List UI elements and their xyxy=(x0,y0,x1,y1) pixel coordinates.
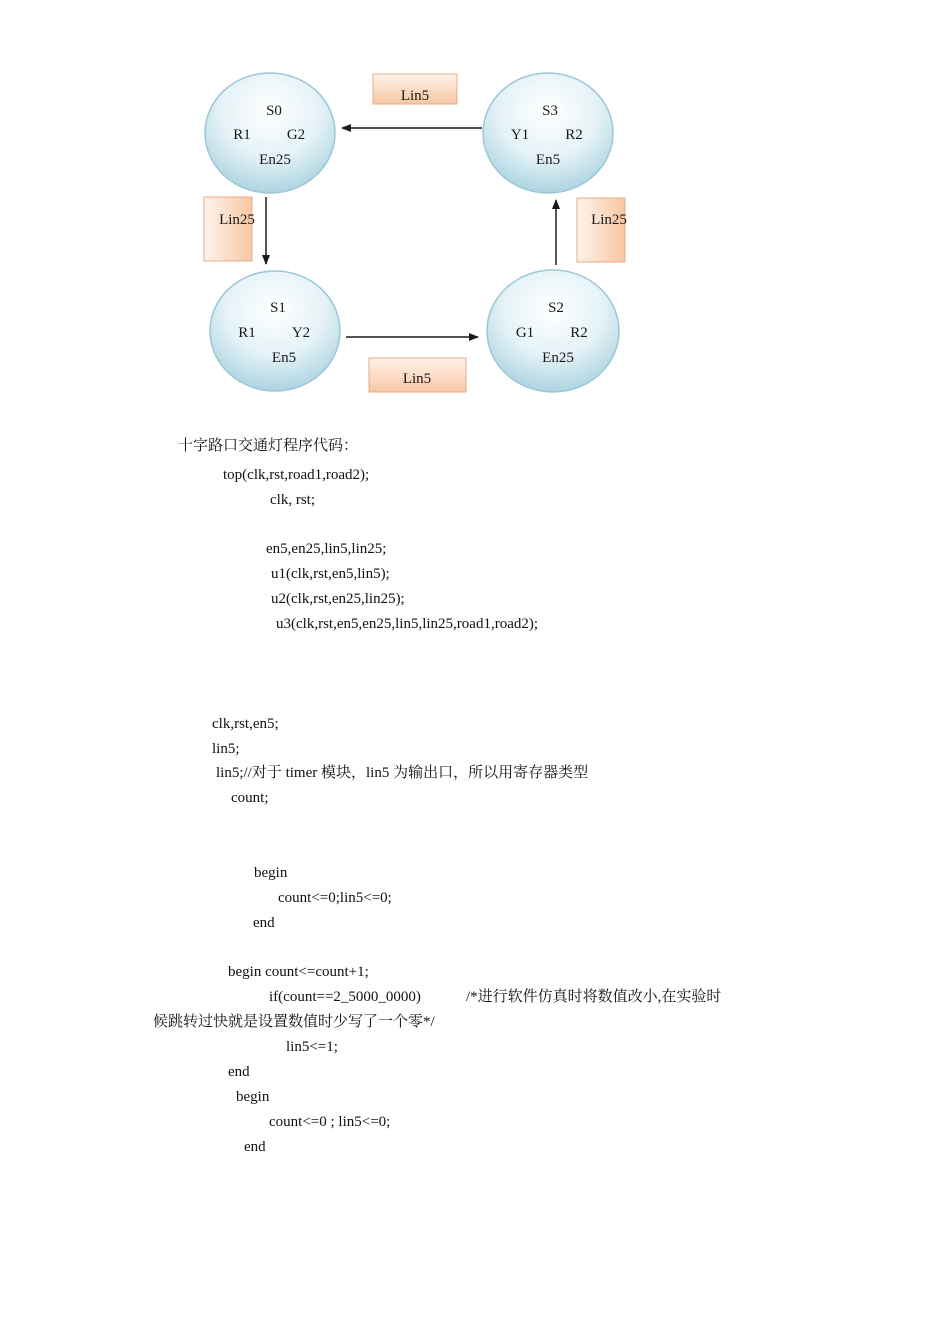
code-line: end xyxy=(228,1064,250,1080)
code-line: clk,rst,en5; xyxy=(212,716,279,732)
state-s1 xyxy=(210,271,340,391)
state-s2-bottom: En25 xyxy=(542,350,574,366)
state-s3-bottom: En5 xyxy=(535,152,561,168)
transition-s2-s3-label: Lin25 xyxy=(591,212,627,228)
state-s1-bottom: En5 xyxy=(271,350,297,366)
state-s3 xyxy=(483,73,613,193)
state-s1-name: S1 xyxy=(270,300,286,316)
state-s2-name: S2 xyxy=(548,300,564,316)
state-s1-left: R1 xyxy=(238,325,256,341)
code-line: count<=0;lin5<=0; xyxy=(278,890,392,906)
code-heading: 十字路口交通灯程序代码： xyxy=(178,438,359,454)
transition-s2-s3-label-box xyxy=(577,198,625,262)
state-s3-circle xyxy=(483,73,613,193)
transition-s3-s0 xyxy=(342,74,482,128)
code-line: u2(clk,rst,en25,lin25); xyxy=(271,591,405,607)
transition-s0-s1-label: Lin25 xyxy=(219,212,255,228)
code-line: lin5<=1; xyxy=(286,1039,338,1055)
code-line: end xyxy=(244,1139,266,1155)
code-line: count<=0 ; lin5<=0; xyxy=(269,1114,391,1130)
transition-s1-s2 xyxy=(346,337,478,392)
code-line: top(clk,rst,road1,road2); xyxy=(223,467,370,483)
state-s0-name: S0 xyxy=(266,103,282,119)
code-line: end xyxy=(253,915,275,931)
state-s1-circle xyxy=(210,271,340,391)
code-line: u1(clk,rst,en5,lin5); xyxy=(271,566,390,582)
code-line: begin xyxy=(254,865,288,881)
transition-s0-s1 xyxy=(204,197,266,264)
code-line: lin5;//对于 timer 模块，lin5 为输出口，所以用寄存器类型 xyxy=(216,765,589,781)
code-line: begin count<=count+1; xyxy=(228,964,369,980)
state-s0 xyxy=(205,73,335,193)
code-line: u3(clk,rst,en5,en25,lin5,lin25,road1,road2); xyxy=(276,616,539,632)
code-line: count; xyxy=(231,790,269,806)
code-line: en5,en25,lin5,lin25; xyxy=(266,541,387,557)
transition-s2-s3 xyxy=(556,198,627,265)
state-s3-left: Y1 xyxy=(510,127,530,143)
code-line: clk, rst; xyxy=(270,492,315,508)
code-line: if(count==2_5000_0000) xyxy=(269,989,421,1005)
state-s0-bottom: En25 xyxy=(259,152,291,168)
transition-s0-s1-label-box xyxy=(204,197,252,261)
state-s2-right: R2 xyxy=(570,325,588,341)
state-s3-right: R2 xyxy=(565,127,583,143)
state-s0-left: R1 xyxy=(233,127,251,143)
state-diagram xyxy=(0,0,950,410)
code-line: lin5; xyxy=(212,741,240,757)
transition-s1-s2-label: Lin5 xyxy=(402,371,432,387)
state-s0-circle xyxy=(205,73,335,193)
code-comment: /*进行软件仿真时将数值改小,在实验时 xyxy=(466,989,722,1005)
transition-s3-s0-label: Lin5 xyxy=(400,88,430,104)
state-s2-circle xyxy=(487,270,619,392)
state-s1-right: Y2 xyxy=(291,325,311,341)
state-s0-right: G2 xyxy=(286,127,306,143)
code-comment: 候跳转过快就是设置数值时少写了一个零*/ xyxy=(153,1014,435,1030)
code-line: begin xyxy=(236,1089,270,1105)
state-s3-name: S3 xyxy=(542,103,558,119)
state-s2 xyxy=(487,270,619,392)
state-s2-left: G1 xyxy=(515,325,535,341)
